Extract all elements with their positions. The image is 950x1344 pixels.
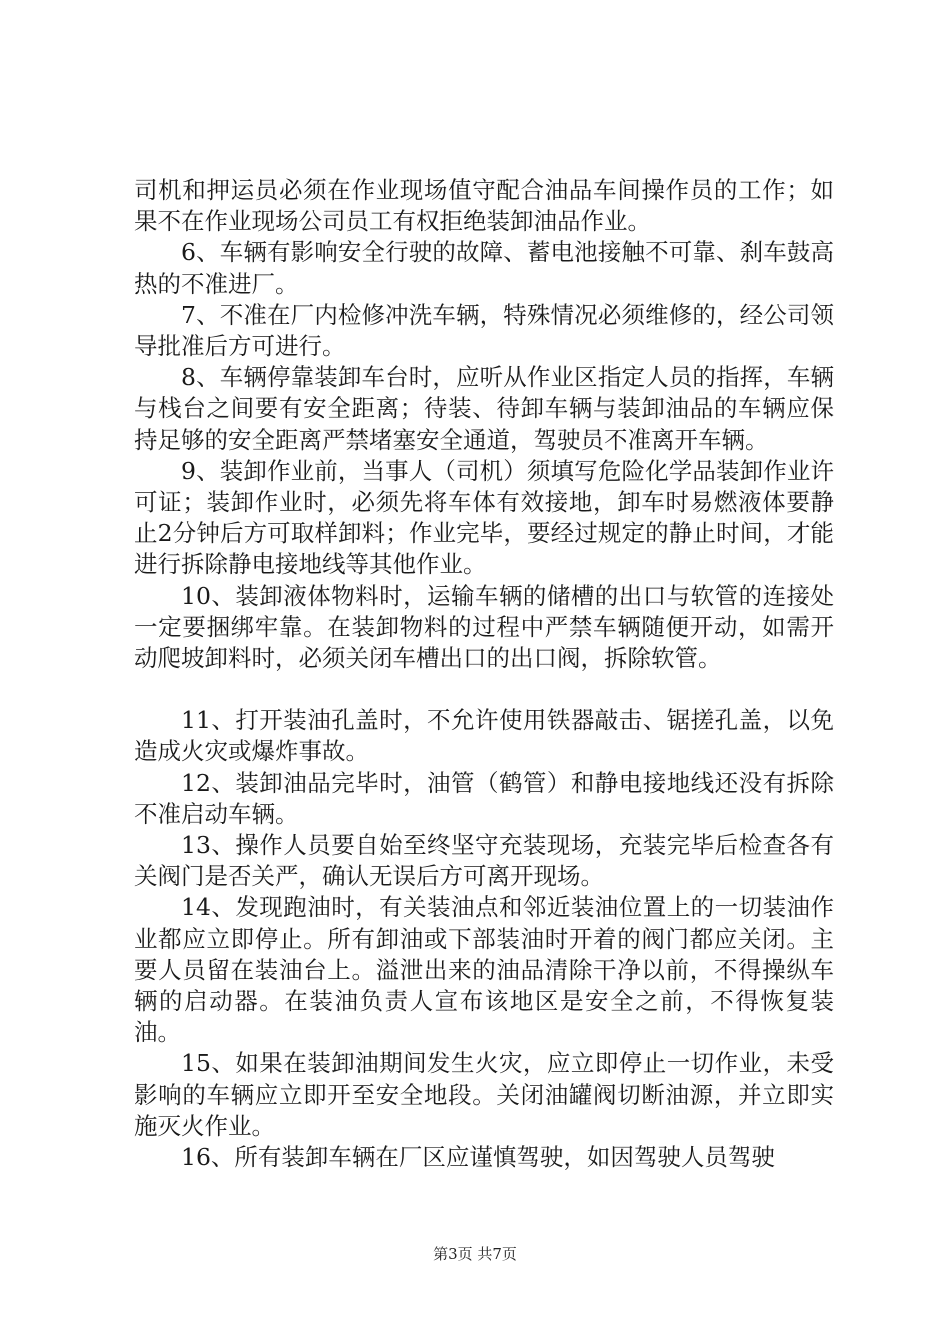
paragraph-item-15: 15、如果在装卸油期间发生火灾，应立即停止一切作业，未受影响的车辆应立即开至安全地段。关闭油罐阀切断油源，并立即实施灭火作业。 <box>134 1049 834 1140</box>
paragraph-item-13: 13、操作人员要自始至终坚守充装现场，充装完毕后检查各有关阀门是否关严，确认无误后方可离开现场。 <box>134 831 834 891</box>
paragraph-item-12: 12、装卸油品完毕时，油管（鹤管）和静电接地线还没有拆除不准启动车辆。 <box>134 768 834 828</box>
document-body <box>134 175 834 1173</box>
paragraph-item-8: 8、车辆停靠装卸车台时，应听从作业区指定人员的指挥，车辆与栈台之间要有安全距离；待装、待卸车辆与装卸油品的车辆应保持足够的安全距离严禁堵塞安全通道，驾驶员不准离开车辆。 <box>134 363 834 454</box>
paragraph-item-10: 10、装卸液体物料时，运输车辆的储槽的出口与软管的连接处一定要捆绑牢靠。在装卸物料的过程中严禁车辆随便开动，如需开动爬坡卸料时，必须关闭车槽出口的出口阀，拆除软管。 <box>134 581 834 673</box>
paragraph-item-9: 9、装卸作业前，当事人（司机）须填写危险化学品装卸作业许可证；装卸作业时，必须先将车体有效接地，卸车时易燃液体要静止2分钟后方可取样卸料；作业完毕，要经过规定的静止时间，才能进行拆除静电接地线等其他作业。 <box>134 456 834 579</box>
paragraph-continuation: 司机和押运员必须在作业现场值守配合油品车间操作员的工作；如果不在作业现场公司员工有权拒绝装卸油品作业。 <box>134 176 834 236</box>
paragraph-item-16: 16、所有装卸车辆在厂区应谨慎驾驶，如因驾驶人员驾驶 <box>181 1143 775 1172</box>
paragraph-item-11: 11、打开装油孔盖时，不允许使用铁器敲击、锯搓孔盖，以免造成火灾或爆炸事故。 <box>134 706 834 766</box>
paragraph-item-7: 7、不准在厂内检修冲洗车辆，特殊情况必须维修的，经公司领导批准后方可进行。 <box>134 300 834 361</box>
paragraph-item-6: 6、车辆有影响安全行驶的故障、蓄电池接触不可靠、刹车鼓高热的不准进厂。 <box>134 238 834 298</box>
page-number-footer: 第3页 共7页 <box>433 1245 517 1263</box>
paragraph-item-14: 14、发现跑油时，有关装油点和邻近装油位置上的一切装油作业都应立即停止。所有卸油或下部装油时开着的阀门都应关闭。主要人员留在装油台上。溢泄出来的油品清除干净以前，不得操纵车辆的启动器。在装油负责人宣布该地区是安全之前，不得恢复装油。 <box>134 893 834 1047</box>
